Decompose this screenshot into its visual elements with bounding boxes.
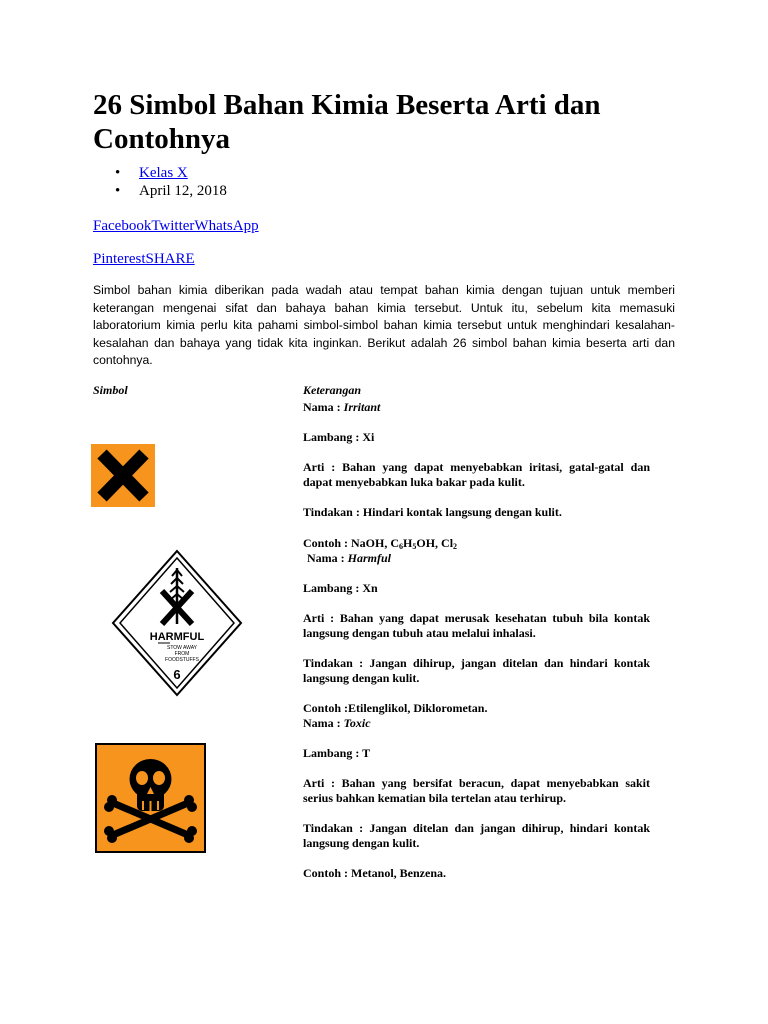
column-header-symbol: Simbol [93, 383, 128, 397]
harmful-sign-line3: FOODSTUFFS [165, 657, 199, 663]
irritant-name: Nama : Irritant [303, 400, 381, 414]
harmful-contoh: Contoh :Etilenglikol, Diklorometan. [303, 701, 488, 715]
intro-paragraph: Simbol bahan kimia diberikan pada wadah atau tempat bahan kimia dengan tujuan untuk memberi keterangan mengenai sifat dan bahaya bahan kimia tersebut. Untuk itu, sebelum kita memasuki laboratorium kimia perlu kita pahami simbol-simbol bahan kimia tersebut untuk menghindari kesalahan-kesalahan dan bahaya yang tidak kita inginkan. Berikut adalah 26 simbol bahan kimia beserta arti dan contohnya. [93, 283, 675, 368]
harmful-sign-line2: FROM [174, 651, 190, 657]
symbol-irritant-description [303, 400, 650, 881]
harmful-sign-number: 6 [173, 667, 181, 682]
toxic-lambang: Lambang : T [303, 746, 371, 760]
irritant-x-icon [91, 444, 155, 507]
toxic-skull-icon [95, 743, 206, 853]
harmful-tindakan: Tindakan : Jangan dihirup, jangan ditelan dan hindari kontak langsung dengan kulit. [303, 656, 650, 685]
meta-category [93, 164, 227, 182]
irritant-tindakan: Tindakan : Hindari kontak langsung dengan kulit. [303, 505, 562, 519]
toxic-tindakan: Tindakan : Jangan ditelan dan jangan dihirup, hindari kontak langsung dengan kulit. [303, 821, 650, 850]
meta-date: • April 12, 2018 [93, 182, 227, 200]
irritant-arti: Arti : Bahan yang dapat menyebabkan iritasi, gatal-gatal dan dapat menyebabkan luka bakar pada kulit. [303, 460, 650, 489]
harmful-sign-title: HARMFUL [149, 631, 205, 643]
page-title: 26 Simbol Bahan Kimia Beserta Arti dan Contohnya [93, 89, 601, 155]
harmful-lambang: Lambang : Xn [303, 581, 378, 595]
category-link[interactable]: Kelas X [139, 165, 188, 181]
harmful-arti: Arti : Bahan yang dapat merusak kesehatan tubuh bila kontak langsung dengan tubuh atau melalui inhalasi. [303, 611, 650, 640]
harmful-name: Nama : Harmful [307, 551, 392, 565]
irritant-lambang: Lambang : Xi [303, 430, 375, 444]
harmful-sign-line1: STOW AWAY [166, 645, 198, 651]
irritant-contoh: Contoh : NaOH, $C_6H_5OH$, $Cl_2$ [303, 536, 458, 551]
share-links-more[interactable]: PinterestSHARE [93, 251, 195, 267]
toxic-contoh: Contoh : Metanol, Benzena. [303, 866, 446, 880]
column-header-description: Keterangan [303, 383, 362, 397]
toxic-arti: Arti : Bahan yang bersifat beracun, dapat menyebabkan sakit serius bahkan kematian bila tertelan atau terhirup. [303, 776, 650, 805]
harmful-diamond-icon [110, 548, 244, 698]
toxic-name: Nama : Toxic [303, 716, 371, 730]
post-meta [93, 164, 227, 200]
share-links-social[interactable]: FacebookTwitterWhatsApp [93, 218, 259, 234]
